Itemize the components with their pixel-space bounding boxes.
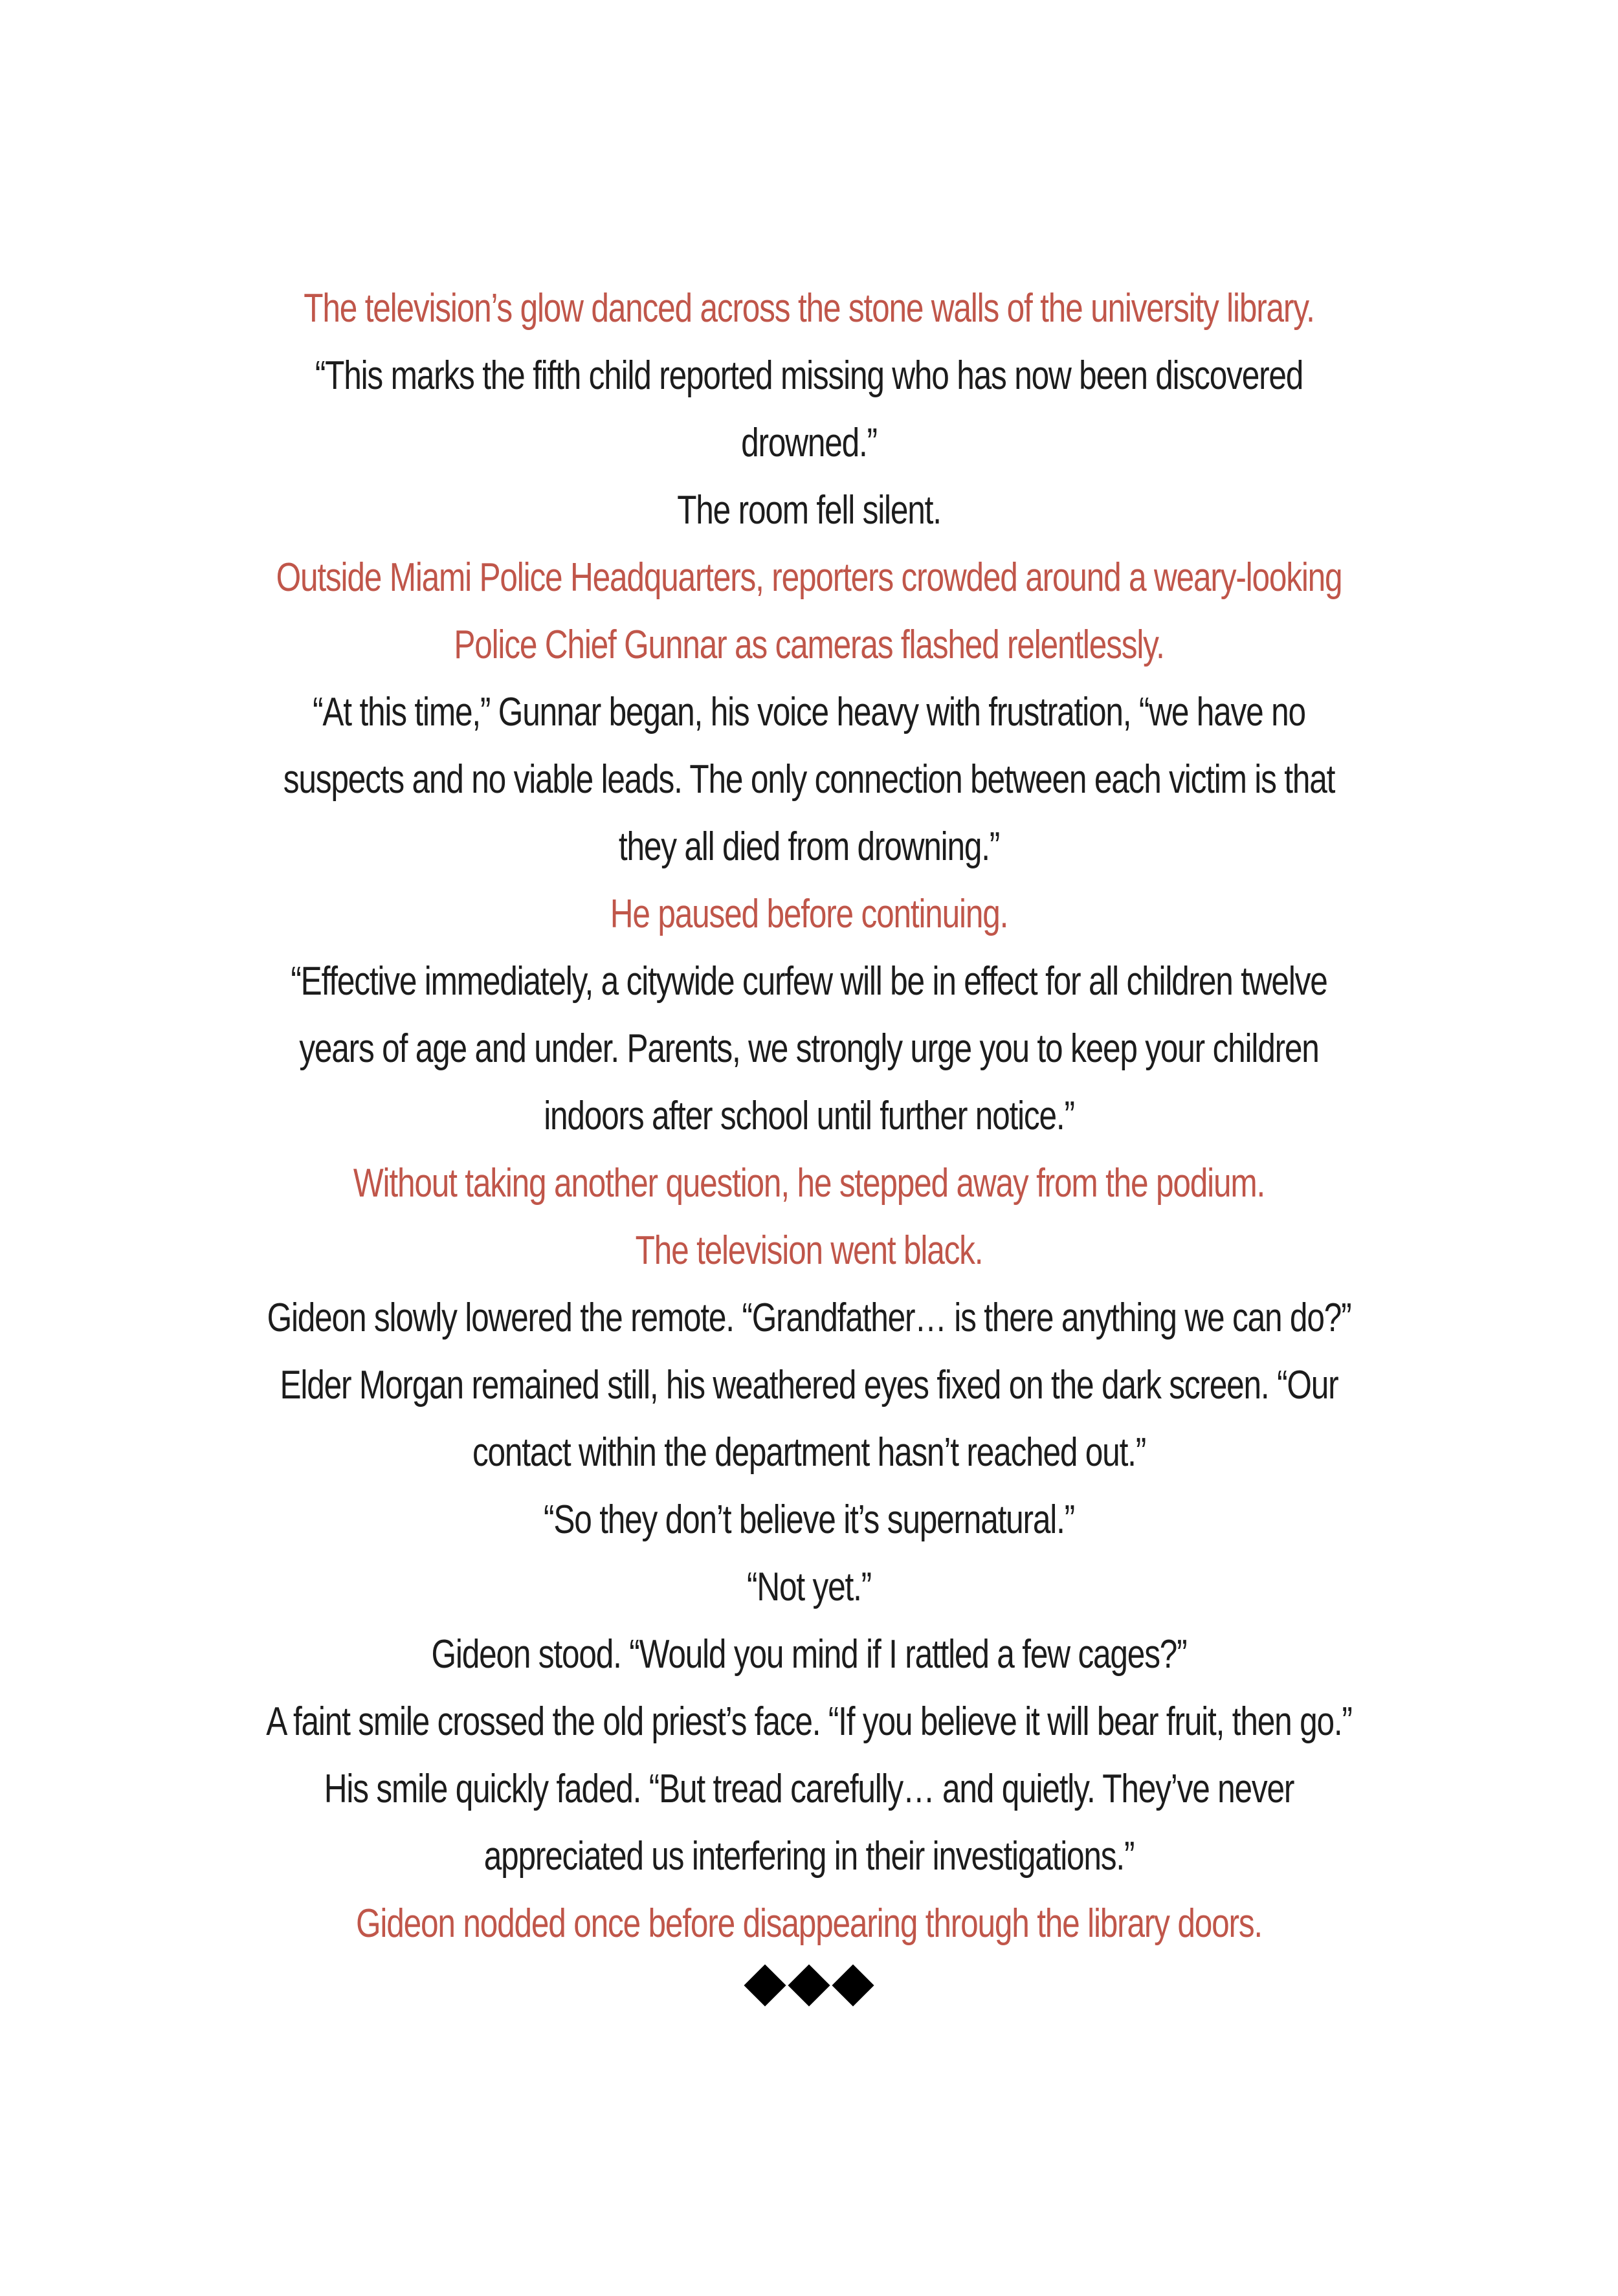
diamond-icon <box>788 1964 830 2006</box>
story-text <box>255 275 1363 1958</box>
paragraph-8: Without taking another question, he stepped away from the podium. <box>353 1161 1265 1206</box>
paragraph-13: “Not yet.” <box>747 1565 871 1609</box>
paragraph-16: His smile quickly faded. “But tread carefully… and quietly. They’ve never appreciated us interfering in their investigations.” <box>324 1767 1294 1879</box>
paragraph-9: The television went black. <box>635 1228 983 1273</box>
paragraph-4: Outside Miami Police Headquarters, reporters crowded around a weary-looking Police Chief Gunnar as cameras flashed relentlessly. <box>276 555 1342 667</box>
paragraph-12: “So they don’t believe it’s supernatural.” <box>544 1497 1074 1542</box>
paragraph-3: The room fell silent. <box>677 488 941 533</box>
three-diamonds-icon <box>0 1970 1618 2000</box>
paragraph-5: “At this time,” Gunnar began, his voice heavy with frustration, “we have no suspects and no viable leads. The only connection between each victim is that they all died from drowning.” <box>283 690 1335 869</box>
paragraph-1: The television’s glow danced across the stone walls of the university library. <box>304 286 1314 331</box>
paragraph-14: Gideon stood. “Would you mind if I rattled a few cages?” <box>431 1632 1187 1677</box>
diamond-icon <box>832 1964 874 2006</box>
paragraph-7: “Effective immediately, a citywide curfew will be in effect for all children twelve years of age and under. Parents, we strongly urge you to keep your children indoors after school until further notice.” <box>291 959 1327 1138</box>
paragraph-11: Elder Morgan remained still, his weathered eyes fixed on the dark screen. “Our contact within the department hasn’t reached out.” <box>280 1363 1338 1475</box>
diamond-icon <box>744 1964 786 2006</box>
paragraph-6: He paused before continuing. <box>610 892 1008 936</box>
paragraph-10: Gideon slowly lowered the remote. “Grandfather… is there anything we can do?” <box>267 1296 1351 1340</box>
paragraph-2: “This marks the fifth child reported missing who has now been discovered drowned.” <box>315 353 1303 465</box>
paragraph-17: Gideon nodded once before disappearing through the library doors. <box>356 1901 1262 1946</box>
paragraph-15: A faint smile crossed the old priest’s face. “If you believe it will bear fruit, then go.” <box>266 1699 1352 1744</box>
